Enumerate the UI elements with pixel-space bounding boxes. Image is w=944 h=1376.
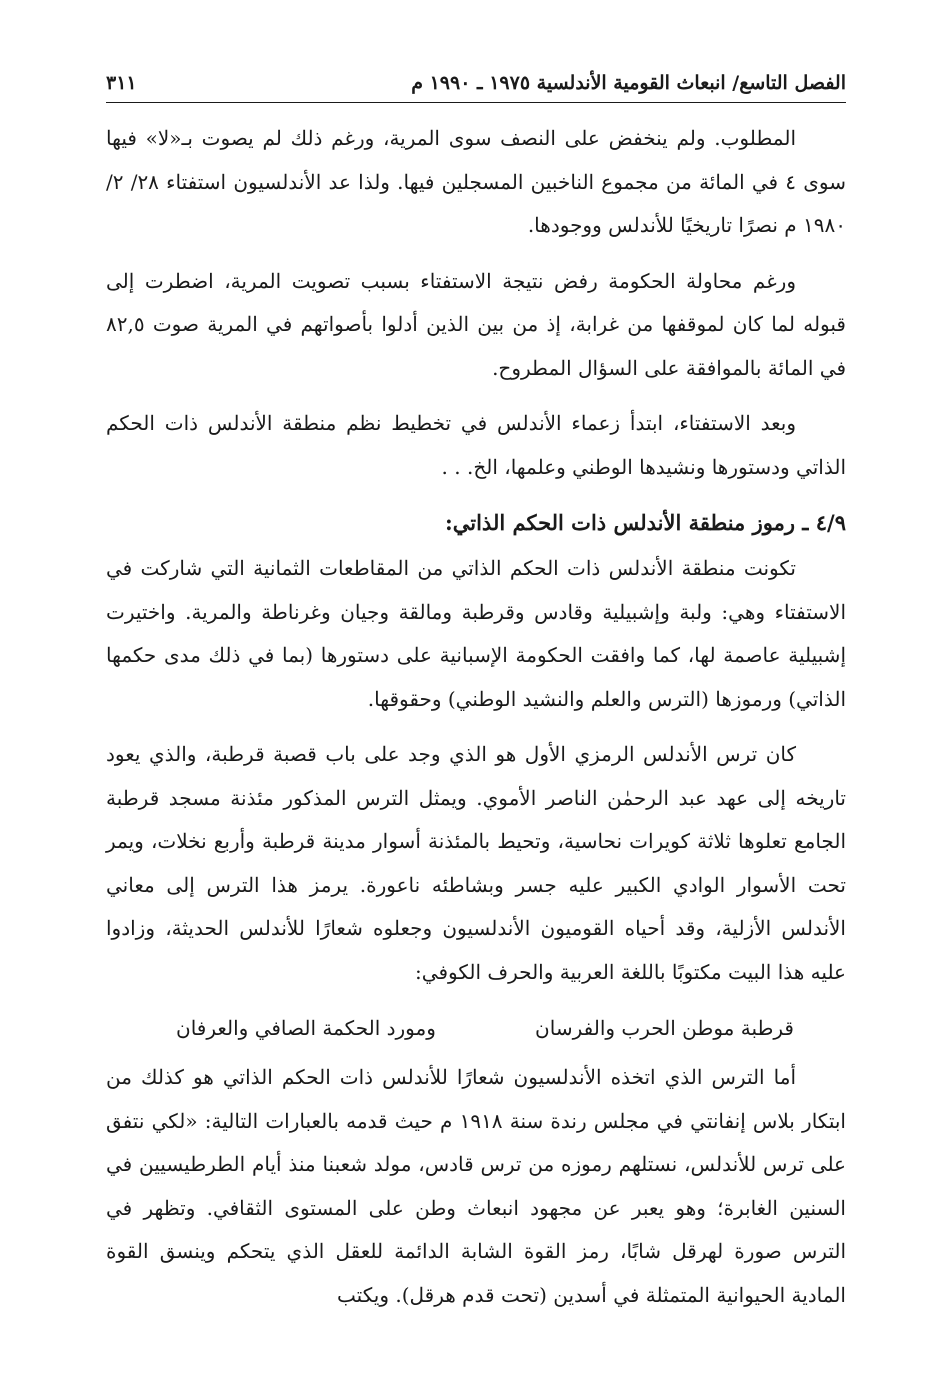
poetry-verse	[106, 1006, 846, 1050]
book-page	[106, 72, 846, 1362]
section-heading: ٤/٩ ـ رموز منطقة الأندلس ذات الحكم الذاتي:	[445, 510, 846, 535]
verse-second-hemistich: ومورد الحكمة الصافي والعرفان	[176, 1016, 436, 1040]
paragraph-referendum-result: المطلوب. ولم ينخفض على النصف سوى المرية، ورغم ذلك لم يصوت بـ«لا» فيها سوى ٤ في المائة من مجموع الناخبين المسجلين فيها. ولذا عد الأندلسيون استفتاء ٢٨/ ٢/ ١٩٨٠ م نصرًا تاريخيًا للأندلس ووجودها.	[106, 126, 846, 237]
verse-first-hemistich: قرطبة موطن الحرب والفرسان	[535, 1016, 794, 1040]
paragraph-first-shield: كان ترس الأندلس الرمزي الأول هو الذي وجد على باب قصبة قرطبة، والذي يعود تاريخه إلى عهد عبد الرحمٰن الناصر الأموي. ويمثل الترس المذكور مئذنة مسجد قرطبة الجامع تعلوها ثلاثة كويرات نحاسية، وتحيط بالمئذنة أسوار مدينة قرطبة وأربع نخلات، ويمر تحت الأسوار الوادي الكبير عليه جسر وبشاطئه ناعورة. يرمز هذا الترس إلى معاني الأندلس الأزلية، وقد أحياه القوميون الأندلسيون وجعلوه شعارًا للأندلس الحديثة، وزادوا عليه هذا البيت مكتوبًا باللغة العربية والحرف الكوفي:	[106, 742, 846, 984]
paragraph-current-shield: أما الترس الذي اتخذه الأندلسيون شعارًا للأندلس ذات الحكم الذاتي هو كذلك من ابتكار بلاس إنفانتي في مجلس رندة سنة ١٩١٨ م حيث قدمه بالعبارات التالية: «لكي نتفق على ترس للأندلس، نستلهم رموزه من ترس قادس، مولد شعبنا منذ أيام الطرطيسيين في السنين الغابرة؛ وهو يعبر عن مجهود انبعاث وطن على المستوى الثقافي. وتظهر في الترس صورة لهرقل شابًا، رمز القوة الشابة الدائمة للعقل الذي يتحكم وينسق القوة المادية الحيوانية المتمثلة في أسدين (تحت قدم هرقل). ويكتب	[106, 1065, 846, 1307]
running-header	[106, 72, 846, 103]
page-number: ٣١١	[106, 72, 137, 94]
paragraph-provinces: تكونت منطقة الأندلس ذات الحكم الذاتي من المقاطعات الثمانية التي شاركت في الاستفتاء وهي: ولبة وإشبيلية وقادس وقرطبة ومالقة وجيان وغرناطة والمرية. واختيرت إشبيلية عاصمة لها، كما وافقت الحكومة الإسبانية على دستورها (بما في ذلك مدى حكمها الذاتي) ورموزها (الترس والعلم والنشيد الوطني) وحقوقها.	[106, 556, 846, 711]
paragraph-government-acceptance: ورغم محاولة الحكومة رفض نتيجة الاستفتاء بسبب تصويت المرية، اضطرت إلى قبوله لما كان لموقفها من غرابة، إذ من بين الذين أدلوا بأصواتهم في المرية صوت ٨٢,٥ في المائة بالموافقة على السؤال المطروح.	[106, 268, 846, 380]
chapter-title: الفصل التاسع/ انبعاث القومية الأندلسية ١٩٧٥ ـ ١٩٩٠ م	[411, 72, 846, 94]
paragraph-after-referendum: وبعد الاستفتاء، ابتدأ زعماء الأندلس في تخطيط نظم منطقة الأندلس ذات الحكم الذاتي ودستورها ونشيدها الوطني وعلمها، الخ. . .	[106, 411, 846, 479]
